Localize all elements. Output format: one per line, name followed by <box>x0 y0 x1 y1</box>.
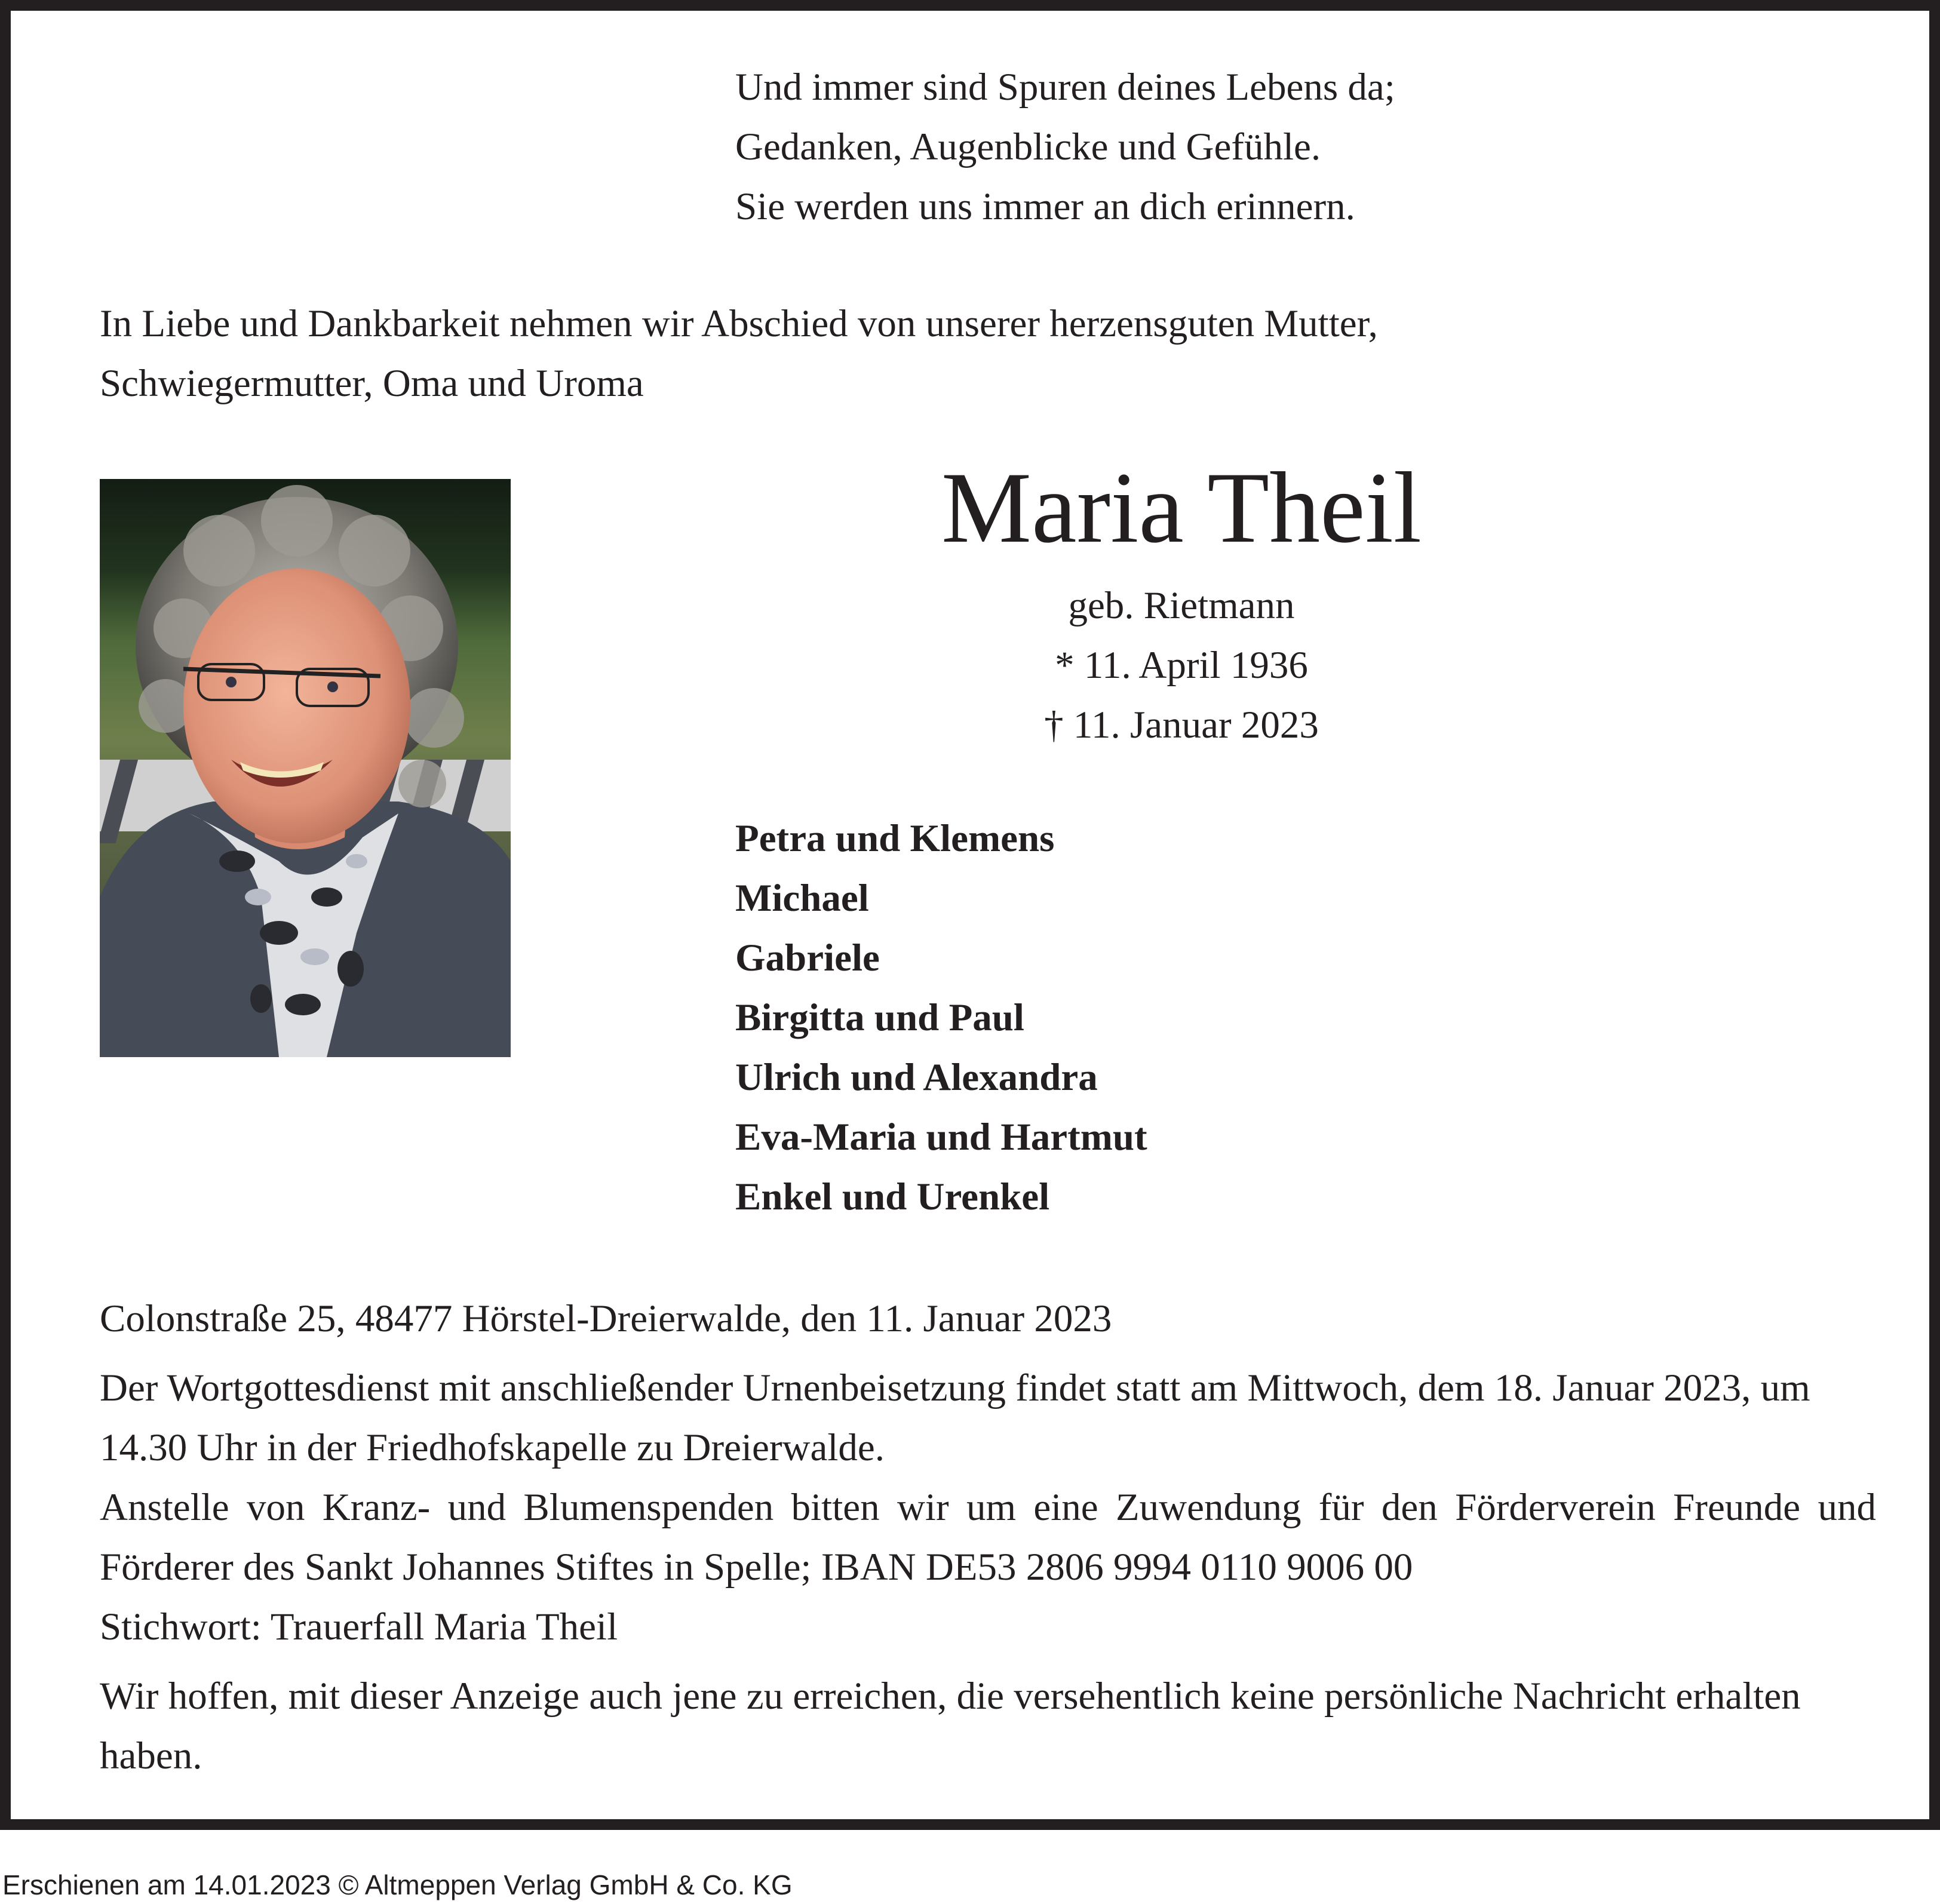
verse <box>735 57 1395 237</box>
closing-note: Wir hoffen, mit dieser Anzeige auch jene zu erreichen, die versehentlich keine persönliche Nachricht erhalten haben. <box>100 1675 1801 1777</box>
mourners-list <box>735 809 1147 1227</box>
verse-line: Gedanken, Augenblicke und Gefühle. <box>735 125 1321 168</box>
mourner: Birgitta und Paul <box>735 996 1024 1039</box>
intro-line: In Liebe und Dankbarkeit nehmen wir Abschied von unserer herzensguten Mutter, <box>100 302 1378 345</box>
mourner: Eva-Maria und Hartmut <box>735 1116 1147 1159</box>
verse-line: Und immer sind Spuren deines Lebens da; <box>735 66 1395 109</box>
deceased-name: Maria Theil <box>941 452 1422 564</box>
mourner: Michael <box>735 877 869 920</box>
birth-date: * 11. April 1936 <box>1055 644 1308 687</box>
birth-name: geb. Rietmann <box>1068 584 1295 627</box>
mourner: Ulrich und Alexandra <box>735 1056 1098 1099</box>
death-date: † 11. Januar 2023 <box>1044 704 1319 747</box>
address-line: Colonstraße 25, 48477 Hörstel-Dreierwalde, den 11. Januar 2023 <box>100 1297 1112 1340</box>
deceased-details <box>775 576 1588 755</box>
donation-info: Anstelle von Kranz- und Blumenspenden bitten wir um eine Zuwendung für den Förderverein Freunde und Förderer des Sankt Johannes Stiftes in Spelle; IBAN DE53 2806 9994 0110 9006 00 <box>100 1486 1876 1589</box>
intro-line: Schwiegermutter, Oma und Uroma <box>100 362 644 405</box>
publication-footer: Erschienen am 14.01.2023 © Altmeppen Verlag GmbH & Co. KG <box>2 1869 793 1900</box>
deceased-block <box>775 448 1588 755</box>
intro-text <box>100 294 1378 413</box>
donation-keyword: Stichwort: Trauerfall Maria Theil <box>100 1605 618 1648</box>
mourner: Gabriele <box>735 936 880 979</box>
mourner: Enkel und Urenkel <box>735 1175 1050 1218</box>
verse-line: Sie werden uns immer an dich erinnern. <box>735 185 1355 228</box>
mourner: Petra und Klemens <box>735 817 1055 860</box>
portrait-photo <box>100 479 511 1057</box>
service-info: Der Wortgottesdienst mit anschließender Urnenbeisetzung findet statt am Mittwoch, dem 18. Januar 2023, um 14.30 Uhr in der Friedhofskapelle zu Dreierwalde. <box>100 1366 1810 1469</box>
notice-details <box>100 1289 1876 1786</box>
